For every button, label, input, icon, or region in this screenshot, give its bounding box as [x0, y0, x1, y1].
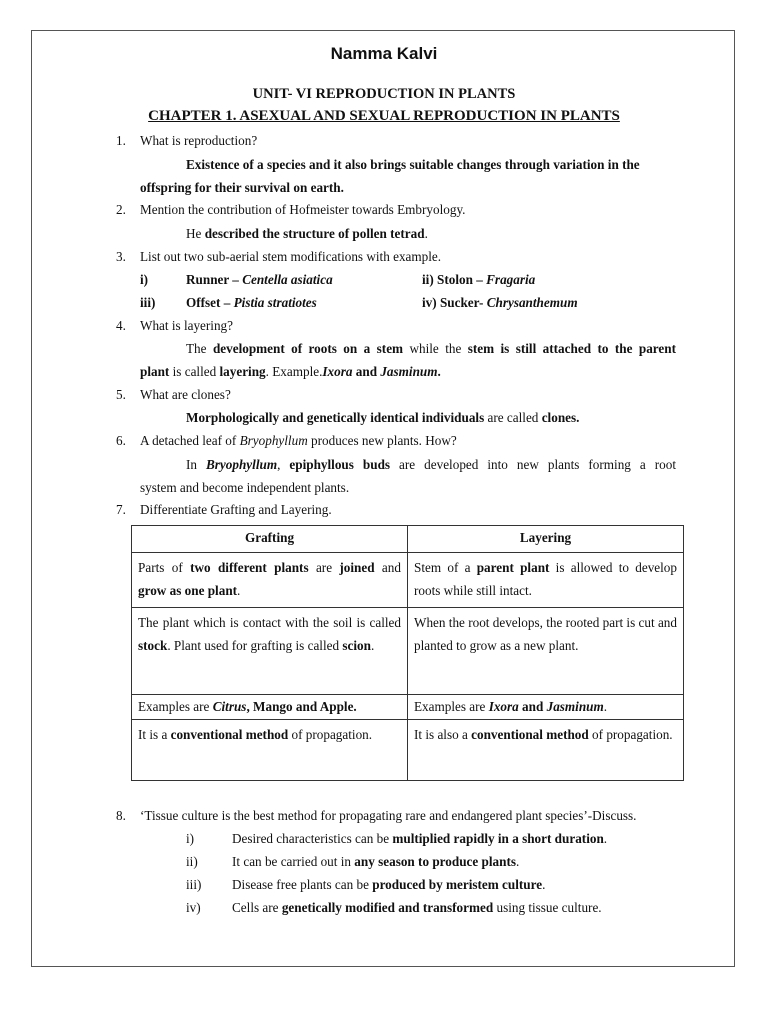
- table-cell: It is a conventional method of propagation.: [132, 720, 408, 781]
- table-cell: Examples are Ixora and Jasminum.: [408, 695, 684, 720]
- q3-item-roman: iii): [140, 295, 156, 310]
- q4-number: 4.: [116, 318, 126, 333]
- q6-answer-line2: system and become independent plants.: [140, 480, 350, 495]
- q3-item-roman: i): [140, 272, 149, 287]
- q8-point-roman: i): [186, 831, 195, 846]
- q7-number: 7.: [116, 502, 126, 517]
- table-header-row: [132, 526, 684, 553]
- q4-answer-line1: The development of roots on a stem while the stem is still attached to the parent: [186, 341, 676, 356]
- q7-question: Differentiate Grafting and Layering.: [140, 502, 332, 517]
- table-row: [132, 720, 684, 781]
- q8-point: Disease free plants can be produced by meristem culture.: [232, 877, 546, 892]
- table-cell: Parts of two different plants are joined and grow as one plant.: [132, 553, 408, 608]
- q1-question: What is reproduction?: [140, 133, 258, 148]
- q2-question: Mention the contribution of Hofmeister towards Embryology.: [140, 202, 466, 217]
- q4-answer-line2: plant is called layering. Example.Ixora and Jasminum.: [140, 364, 441, 379]
- comparison-table: [131, 525, 684, 781]
- table-cell: The plant which is contact with the soil is called stock. Plant used for grafting is called scion.: [132, 608, 408, 695]
- q5-number: 5.: [116, 387, 126, 402]
- q8-question: ‘Tissue culture is the best method for propagating rare and endangered plant species’-Discuss.: [140, 808, 637, 823]
- q6-answer-line1: In Bryophyllum, epiphyllous buds are developed into new plants forming a root: [186, 457, 676, 472]
- q6-question: A detached leaf of Bryophyllum produces new plants. How?: [140, 433, 457, 448]
- table-cell: Stem of a parent plant is allowed to develop roots while still intact.: [408, 553, 684, 608]
- q8-point: Cells are genetically modified and transformed using tissue culture.: [232, 900, 602, 915]
- q5-answer: Morphologically and genetically identical individuals are called clones.: [186, 410, 580, 425]
- q8-point-roman: ii): [186, 854, 198, 869]
- q8-number: 8.: [116, 808, 126, 823]
- unit-title: UNIT- VI REPRODUCTION IN PLANTS: [252, 86, 516, 102]
- table-cell: It is also a conventional method of propagation.: [408, 720, 684, 781]
- q1-answer-line2: offspring for their survival on earth.: [140, 180, 344, 195]
- brand-title: Namma Kalvi: [330, 44, 438, 63]
- q8-point: It can be carried out in any season to produce plants.: [232, 854, 520, 869]
- q3-item: Runner – Centella asiatica: [186, 272, 333, 287]
- q8-point-roman: iii): [186, 877, 202, 892]
- table-row: [132, 553, 684, 608]
- q8-point-roman: iv): [186, 900, 201, 915]
- table-row: [132, 695, 684, 720]
- q3-item: iv) Sucker- Chrysanthemum: [422, 295, 578, 310]
- q4-question: What is layering?: [140, 318, 234, 333]
- q5-question: What are clones?: [140, 387, 231, 402]
- chapter-title: CHAPTER 1. ASEXUAL AND SEXUAL REPRODUCTION IN PLANTS: [148, 108, 620, 124]
- q3-item: Offset – Pistia stratiotes: [186, 295, 317, 310]
- table-header-layering: Layering: [408, 526, 684, 553]
- q3-item: ii) Stolon – Fragaria: [422, 272, 536, 287]
- table-cell: Examples are Citrus, Mango and Apple.: [132, 695, 408, 720]
- q1-number: 1.: [116, 133, 126, 148]
- table-cell: When the root develops, the rooted part is cut and planted to grow as a new plant.: [408, 608, 684, 695]
- table-header-grafting: Grafting: [132, 526, 408, 553]
- q3-number: 3.: [116, 249, 126, 264]
- q6-number: 6.: [116, 433, 126, 448]
- q8-point: Desired characteristics can be multiplied rapidly in a short duration.: [232, 831, 608, 846]
- q2-answer: He described the structure of pollen tetrad.: [186, 226, 428, 241]
- q3-question: List out two sub-aerial stem modifications with example.: [140, 249, 442, 264]
- q2-number: 2.: [116, 202, 126, 217]
- q1-answer-line1: Existence of a species and it also brings suitable changes through variation in the: [186, 157, 640, 172]
- table-row: [132, 608, 684, 695]
